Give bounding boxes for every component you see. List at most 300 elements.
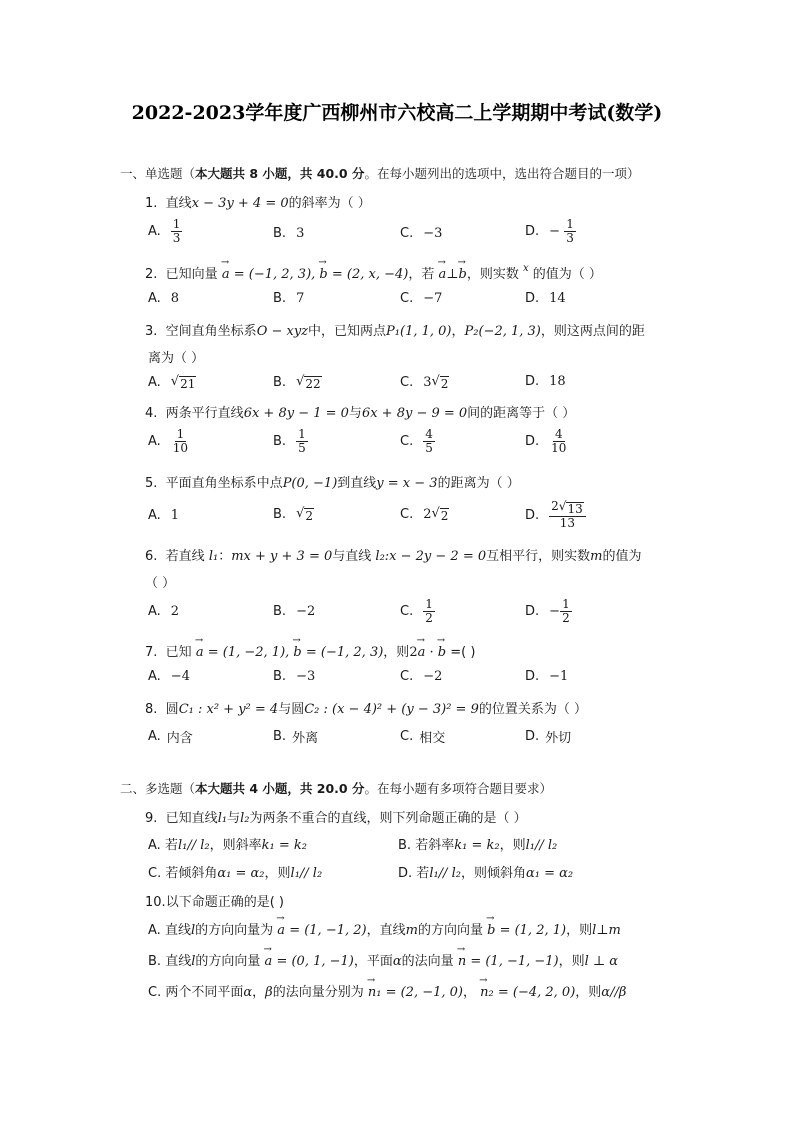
option-value: 2	[170, 604, 180, 619]
vector-n1: → n₁	[368, 985, 382, 1000]
math-expression: k₁ = k₂	[261, 838, 307, 853]
option-text: 若倾斜角	[165, 866, 218, 881]
option-text: 两个不同平面	[165, 985, 244, 1000]
math-expression: = (1, −2, 1),	[207, 645, 290, 660]
option-c[interactable]	[400, 727, 445, 746]
option-a[interactable]	[148, 374, 196, 391]
option-a[interactable]	[148, 428, 190, 455]
math-expression: l⊥m	[592, 923, 621, 938]
math-expression: C₂ : (x − 4)² + (y − 3)² = 9	[304, 702, 479, 717]
page-title: 2022-2023学年度广西柳州市六校高二上学期期中考试(数学)	[131, 102, 663, 124]
option-text: ，则	[264, 866, 291, 881]
math-expression: l₁// l₂	[525, 838, 558, 853]
options-q3	[148, 374, 708, 404]
question-text: 以下命题正确的是( )	[165, 895, 284, 910]
sign: −	[549, 224, 561, 239]
line-label: l	[190, 923, 196, 938]
math-expression: l ⊥ α	[584, 954, 619, 969]
question-text: 空间直角坐标系	[165, 324, 257, 339]
denominator: 2	[562, 611, 570, 625]
math-expression: α//β	[601, 985, 627, 1000]
numerator: 1	[562, 597, 570, 611]
math-expression: C₁ : x² + y² = 4	[178, 702, 279, 717]
math-expression: y = x − 3	[376, 476, 438, 491]
option-value: 内含	[166, 731, 193, 746]
option-label: D.	[525, 374, 540, 389]
math-expression: = (1, 2, 1)	[499, 923, 567, 938]
question-text: 的斜率为（ ）	[288, 196, 371, 211]
option-label: C.	[400, 375, 414, 390]
math-expression: l₁// l₂	[290, 866, 323, 881]
math-expression: = (1, −1, −1)	[470, 954, 559, 969]
options-q4	[148, 428, 708, 458]
section-info: 本大题共 4 小题，共 20.0 分	[195, 781, 365, 796]
coefficient: 2	[409, 645, 418, 660]
option-label: A.	[148, 838, 161, 853]
question-number: 6.	[145, 549, 158, 564]
sqrt-expression: √ 13	[558, 499, 583, 516]
option-label: B.	[273, 375, 287, 390]
sqrt-expression: √ 22	[296, 374, 321, 391]
option-value: −2	[296, 604, 316, 619]
question-text: （ ）	[145, 576, 176, 591]
denominator: 3	[172, 231, 181, 245]
vector-n2: → n₂	[480, 985, 494, 1000]
numerator: 1	[566, 217, 574, 231]
line-label: l	[191, 954, 196, 969]
fraction	[549, 500, 586, 530]
math-expression: mx + y + 3 = 0	[231, 549, 333, 564]
question-text: =( )	[450, 645, 476, 660]
dot-operator: ·	[429, 645, 434, 660]
denominator: 13	[559, 516, 576, 530]
plane-label: α	[392, 954, 402, 969]
option-value: −4	[170, 669, 190, 684]
question-5	[145, 472, 520, 491]
coefficient: 2	[551, 499, 559, 513]
denominator: 3	[566, 231, 574, 245]
option-value: 18	[549, 374, 566, 389]
separator: ，	[252, 985, 266, 1000]
option-value: 7	[296, 291, 305, 306]
sqrt-expression: √ 2	[431, 374, 449, 391]
options-q8	[148, 727, 708, 757]
option-b[interactable]	[273, 291, 304, 306]
option-a[interactable]	[148, 669, 190, 684]
option-text: 的方向向量	[195, 954, 261, 969]
option-text: 的方向向量	[417, 923, 483, 938]
question-text: 与圆	[278, 702, 305, 717]
radicand: 2	[440, 377, 449, 391]
question-number: 2.	[145, 267, 158, 282]
denominator: 10	[172, 441, 189, 455]
question-number: 1.	[145, 196, 158, 211]
vector-b: → b	[438, 645, 446, 660]
option-label: B.	[273, 291, 287, 306]
option-a[interactable]	[148, 508, 179, 523]
fraction	[423, 428, 435, 455]
question-text: ，则这两点间的距	[540, 324, 645, 339]
plane-label: β	[265, 985, 273, 1000]
question-text: 与直线	[332, 549, 372, 564]
options-q2	[148, 291, 708, 321]
option-d[interactable]	[525, 500, 586, 530]
line-label: m	[405, 923, 418, 938]
question-text: ，则实数	[466, 267, 519, 282]
fraction	[423, 598, 435, 625]
option-b[interactable]	[273, 428, 308, 455]
option-text: 直线	[164, 923, 191, 938]
fraction	[171, 218, 183, 245]
math-expression: P(0, −1)	[282, 476, 338, 491]
question-text: 的距离为（ ）	[437, 476, 520, 491]
denominator: 5	[425, 441, 433, 455]
option-c[interactable]	[148, 981, 626, 1000]
math-expression: = (−1, 2, 3)	[305, 645, 384, 660]
denominator: 5	[298, 441, 306, 455]
option-b[interactable]	[398, 834, 557, 853]
question-4	[145, 402, 575, 421]
radicand: 21	[180, 377, 196, 391]
question-text: 与	[227, 811, 241, 826]
question-text: 中，已知两点	[308, 324, 387, 339]
option-a[interactable]	[148, 919, 621, 938]
math-expression: = (2, x, −4)	[331, 267, 409, 282]
numerator: 1	[298, 427, 306, 441]
option-c[interactable]	[400, 226, 442, 241]
option-b[interactable]	[148, 950, 618, 969]
separator: ，	[462, 985, 476, 1000]
question-text: 间的距离等于（ ）	[467, 406, 576, 421]
option-label: A.	[148, 604, 161, 619]
fraction	[549, 428, 568, 455]
option-label: B.	[273, 507, 287, 522]
question-text: 已知直线	[165, 811, 218, 826]
question-3-continued	[148, 347, 204, 366]
options-q7	[148, 669, 708, 699]
question-8	[145, 698, 587, 717]
vector-b: → b	[487, 923, 495, 938]
option-label: C.	[400, 729, 414, 744]
vector-b: → b	[319, 267, 327, 282]
options-q9-row1	[148, 834, 708, 860]
option-label: A.	[148, 729, 161, 744]
option-text: ，则	[566, 923, 593, 938]
question-text: 离为（ ）	[148, 351, 205, 366]
option-label: C.	[148, 985, 162, 1000]
option-label: B.	[398, 838, 412, 853]
fraction	[564, 218, 576, 245]
section-heading-multiple-choice	[120, 779, 552, 797]
numerator: 4	[554, 427, 563, 441]
option-row-q10-b	[148, 950, 708, 976]
numerator: 1	[172, 217, 181, 231]
option-c[interactable]	[400, 506, 449, 523]
option-label: A.	[148, 434, 161, 449]
question-number: 7.	[145, 645, 158, 660]
option-text: ，平面	[353, 954, 393, 969]
question-1	[145, 192, 371, 211]
question-10	[145, 891, 284, 910]
option-text: ，则	[575, 985, 602, 1000]
vector-a: → a	[418, 645, 426, 660]
option-text: ，则倾斜角	[460, 866, 526, 881]
point-p2: P₂(−2, 1, 3)	[464, 324, 541, 339]
option-c[interactable]	[400, 669, 442, 684]
numerator: 1	[425, 597, 433, 611]
question-6-continued	[145, 572, 175, 591]
option-label: A.	[148, 224, 161, 239]
question-number: 4.	[145, 406, 158, 421]
line-label: l₁	[217, 811, 228, 826]
math-expression: k₁ = k₂	[454, 838, 500, 853]
option-a[interactable]	[148, 727, 193, 746]
option-c[interactable]	[400, 374, 449, 391]
vector-a: → a	[196, 645, 204, 660]
question-text: 的位置关系为（ ）	[478, 702, 587, 717]
option-text: 的方向向量为	[195, 923, 274, 938]
option-b[interactable]	[273, 506, 314, 523]
question-6	[145, 545, 641, 564]
options-q6	[148, 598, 708, 628]
option-value: −7	[423, 291, 443, 306]
option-value: 外切	[545, 731, 572, 746]
section-info: 本大题共 8 小题，共 40.0 分	[195, 166, 365, 181]
section-suffix: 。在每小题列出的选项中，选出符合题目的一项）	[364, 166, 640, 181]
option-text: ，则	[558, 954, 585, 969]
option-value: −3	[423, 226, 443, 241]
question-text: 平面直角坐标系中点	[165, 476, 283, 491]
option-c[interactable]	[400, 428, 435, 455]
option-d[interactable]	[525, 727, 571, 746]
question-text: 若直线	[165, 549, 205, 564]
option-label: B.	[273, 604, 287, 619]
option-value: −2	[423, 669, 443, 684]
option-text: ，则斜率	[209, 838, 262, 853]
options-q5	[148, 500, 708, 530]
option-b[interactable]	[273, 226, 304, 241]
option-label: C.	[400, 507, 414, 522]
math-expression: O − xyz	[256, 324, 309, 339]
option-text: 直线	[165, 954, 192, 969]
option-d[interactable]	[525, 669, 568, 684]
separator: ，	[451, 324, 465, 339]
denominator: 10	[551, 441, 567, 455]
option-a[interactable]	[148, 218, 182, 245]
sqrt-expression: √ 2	[296, 506, 313, 523]
option-label: B.	[273, 434, 287, 449]
question-text: ：	[218, 549, 232, 564]
option-d[interactable]	[525, 291, 566, 306]
option-value: 3	[296, 226, 305, 241]
option-label: C.	[400, 226, 414, 241]
vector-a: → a	[265, 954, 273, 969]
option-d[interactable]	[525, 374, 566, 389]
option-text: ，则	[499, 838, 526, 853]
question-number: 9.	[145, 811, 158, 826]
option-d[interactable]	[525, 428, 568, 455]
option-text: 若	[164, 838, 178, 853]
fraction	[296, 428, 308, 455]
option-text: 若	[416, 866, 430, 881]
line-label: l₂	[240, 811, 250, 826]
section-prefix: 二、多选题（	[120, 781, 196, 796]
option-b[interactable]	[273, 604, 315, 619]
vector-b: → b	[459, 267, 467, 282]
question-text: 已知	[165, 645, 192, 660]
option-c[interactable]	[400, 291, 442, 306]
option-c[interactable]	[148, 862, 322, 881]
option-label: C.	[400, 604, 414, 619]
denominator: 2	[425, 611, 433, 625]
option-label: A.	[148, 375, 161, 390]
option-label: D.	[525, 729, 540, 744]
option-d[interactable]	[525, 598, 572, 625]
option-value: 外离	[292, 731, 319, 746]
option-d[interactable]	[525, 218, 576, 245]
question-text: ，则	[383, 645, 410, 660]
numerator: 1	[176, 427, 185, 441]
fraction	[171, 428, 190, 455]
option-label: D.	[525, 224, 540, 239]
plane-label: α	[243, 985, 253, 1000]
sign: −	[549, 604, 561, 619]
option-text: 的法向量分别为	[272, 985, 364, 1000]
radicand: 2	[305, 509, 313, 523]
question-text: 为两条不重合的直线，则下列命题正确的是（ ）	[249, 811, 527, 826]
question-7	[145, 641, 475, 660]
sqrt-expression: √ 2	[431, 506, 449, 523]
option-label: B.	[273, 226, 287, 241]
math-expression: = (0, 1, −1)	[276, 954, 354, 969]
option-label: C.	[400, 669, 414, 684]
vector-n: → n	[458, 954, 466, 969]
option-a[interactable]	[148, 604, 179, 619]
question-text: 的值为	[602, 549, 642, 564]
option-c[interactable]	[400, 598, 435, 625]
option-label: A.	[148, 923, 161, 938]
math-expression: 6x + 8y − 9 = 0	[361, 406, 468, 421]
question-text: 两条平行直线	[165, 406, 244, 421]
option-label: D.	[525, 669, 540, 684]
question-number: 8.	[145, 702, 158, 717]
coefficient: 2	[423, 507, 432, 522]
variable: m	[590, 549, 603, 564]
radicand: 2	[440, 509, 449, 523]
option-b[interactable]	[273, 669, 315, 684]
option-label: C.	[400, 291, 414, 306]
math-expression: l₁// l₂	[177, 838, 210, 853]
math-expression: α₁ = α₂	[525, 866, 574, 881]
question-number: 10.	[145, 895, 166, 910]
option-label: D.	[525, 291, 540, 306]
option-label: D.	[398, 866, 413, 881]
option-row-q10-c	[148, 981, 708, 1007]
question-2: 2. 已知向量 → a = (−1, 2, 3), → b = (2, x, −4)，若 → a⊥→ b，则实数 $^x$ 的值为（ ）	[145, 263, 602, 282]
option-label: C.	[400, 434, 414, 449]
question-9	[145, 807, 527, 826]
option-value: −1	[549, 669, 569, 684]
option-label: A.	[148, 669, 161, 684]
option-a[interactable]	[148, 834, 307, 853]
section-suffix: 。在每小题有多项符合题目要求）	[364, 781, 552, 796]
option-b[interactable]	[273, 727, 318, 746]
vector-b: → b	[293, 645, 301, 660]
option-label: C.	[148, 866, 162, 881]
math-expression: x − 3y + 4 = 0	[191, 196, 289, 211]
variable: x	[523, 263, 529, 274]
vector-a: → a	[277, 923, 285, 938]
option-value: 8	[170, 291, 180, 306]
option-value: 1	[170, 508, 180, 523]
option-text: 若斜率	[415, 838, 455, 853]
radicand: 22	[305, 377, 321, 391]
math-expression: = (1, −1, 2)	[289, 923, 367, 938]
math-expression: = (2, −1, 0)	[385, 985, 463, 1000]
math-expression: = (−4, 2, 0)	[497, 985, 576, 1000]
question-number: 5.	[145, 476, 158, 491]
option-label: D.	[525, 604, 540, 619]
option-value: −3	[296, 669, 316, 684]
option-label: B.	[273, 669, 287, 684]
question-text: 圆	[165, 702, 179, 717]
option-text: 的法向量	[401, 954, 454, 969]
section-prefix: 一、单选题（	[120, 166, 196, 181]
line-label: l₁	[208, 549, 219, 564]
section-heading-single-choice	[120, 164, 639, 182]
option-label: A.	[148, 508, 161, 523]
question-text: 互相平行，则实数	[486, 549, 591, 564]
question-number: 3.	[145, 324, 158, 339]
option-a[interactable]	[148, 291, 179, 306]
option-value: 相交	[419, 731, 446, 746]
numerator: 4	[425, 427, 433, 441]
options-q9-row2	[148, 862, 708, 888]
vector-a: → a	[439, 267, 447, 282]
option-text: ，直线	[366, 923, 406, 938]
point-p1: P₁(1, 1, 0)	[386, 324, 452, 339]
numerator	[549, 500, 586, 517]
math-expression: 6x + 8y − 1 = 0	[243, 406, 349, 421]
question-text: 与	[348, 406, 362, 421]
options-q1	[148, 218, 708, 248]
math-expression: α₁ = α₂	[217, 866, 265, 881]
option-label: B.	[273, 729, 287, 744]
question-text: ，若	[408, 267, 435, 282]
fraction	[560, 598, 572, 625]
option-value: 14	[549, 291, 566, 306]
option-label: D.	[525, 434, 540, 449]
question-text: 到直线	[337, 476, 377, 491]
coefficient: 3	[423, 375, 432, 390]
math-expression: = (−1, 2, 3),	[233, 267, 316, 282]
option-label: D.	[525, 507, 540, 523]
sqrt-expression: √ 21	[170, 374, 196, 391]
radicand: 13	[567, 502, 583, 516]
question-text: 的值为（ ）	[532, 267, 602, 282]
question-3	[145, 320, 645, 339]
question-text: 已知向量	[165, 267, 218, 282]
math-expression: l₂:x − 2y − 2 = 0	[375, 549, 487, 564]
option-d[interactable]	[398, 862, 573, 881]
vector-a: → a	[222, 267, 230, 282]
option-label: B.	[148, 954, 162, 969]
question-text: 直线	[165, 196, 192, 211]
option-b[interactable]	[273, 374, 322, 391]
option-label: A.	[148, 291, 161, 306]
math-expression: l₁// l₂	[429, 866, 461, 881]
option-row-q10-a	[148, 919, 708, 945]
